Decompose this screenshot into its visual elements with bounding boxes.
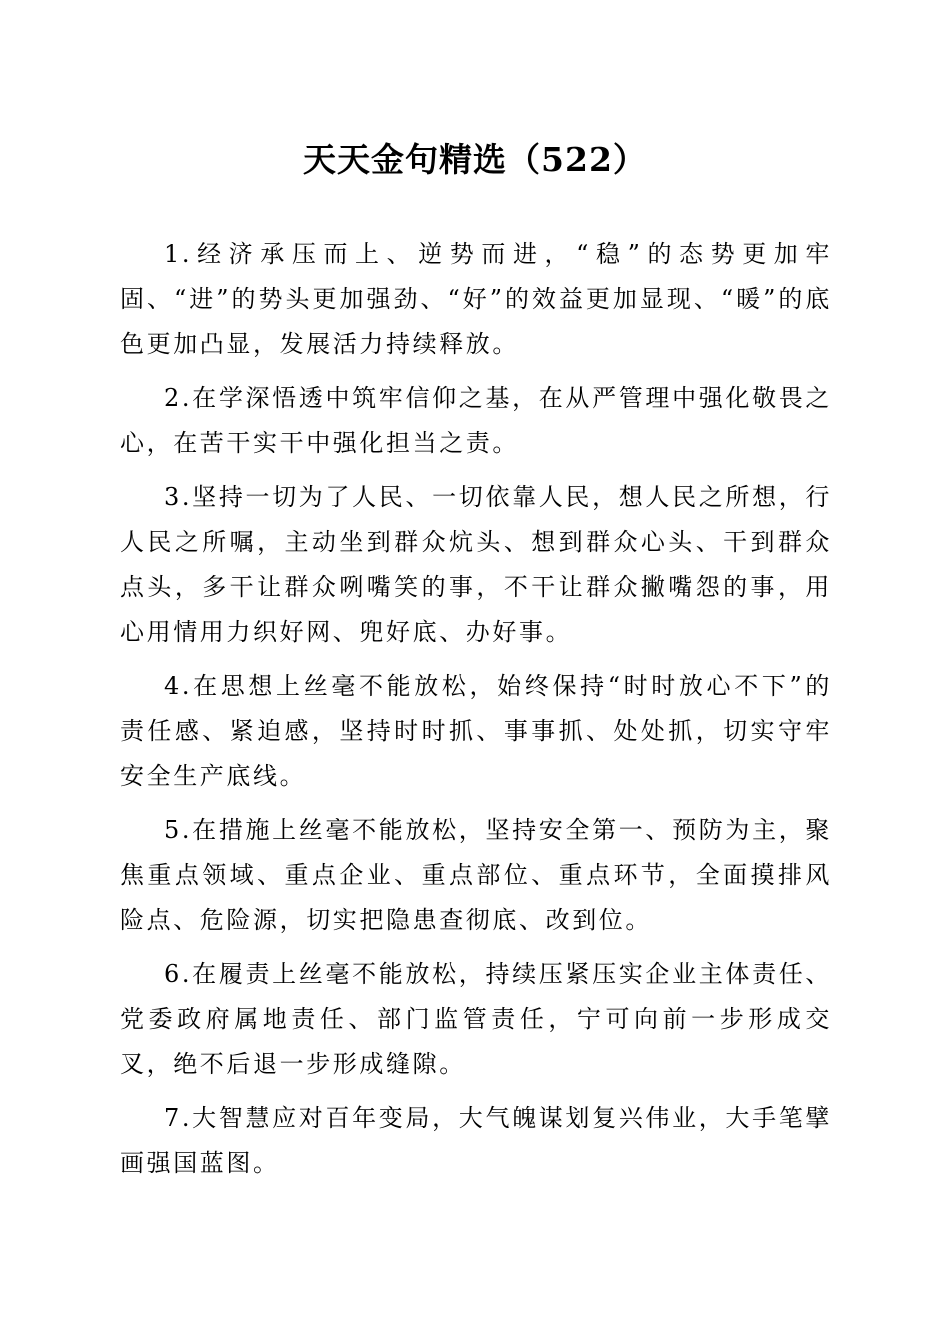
quote-item-1: 1.经济承压而上、逆势而进，“稳”的态势更加牢固、“进”的势头更加强劲、“好”的效益更加显现、“暖”的底色更加凸显，发展活力持续释放。: [120, 240, 832, 358]
quote-list: [120, 232, 832, 1195]
quote-item-2: 2.在学深悟透中筑牢信仰之基，在从严管理中强化敬畏之心，在苦干实干中强化担当之责。: [120, 384, 832, 457]
quote-item-3: 3.坚持一切为了人民、一切依靠人民，想人民之所想，行人民之所嘱，主动坐到群众炕头、想到群众心头、干到群众点头，多干让群众咧嘴笑的事，不干让群众撇嘴怨的事，用心用情用力织好网、兜好底、办好事。: [120, 483, 832, 646]
quote-item-7: 7.大智慧应对百年变局，大气魄谋划复兴伟业，大手笔擘画强国蓝图。: [120, 1104, 832, 1177]
quote-item-5: 5.在措施上丝毫不能放松，坚持安全第一、预防为主，聚焦重点领域、重点企业、重点部位、重点环节，全面摸排风险点、危险源，切实把隐患查彻底、改到位。: [120, 816, 832, 934]
quote-item-6: 6.在履责上丝毫不能放松，持续压紧压实企业主体责任、党委政府属地责任、部门监管责任，宁可向前一步形成交叉，绝不后退一步形成缝隙。: [120, 960, 832, 1078]
quote-item-4: 4.在思想上丝毫不能放松，始终保持“时时放心不下”的责任感、紧迫感，坚持时时抓、事事抓、处处抓，切实守牢安全生产底线。: [120, 672, 832, 790]
document-title: 天天金句精选（522）: [303, 140, 647, 179]
